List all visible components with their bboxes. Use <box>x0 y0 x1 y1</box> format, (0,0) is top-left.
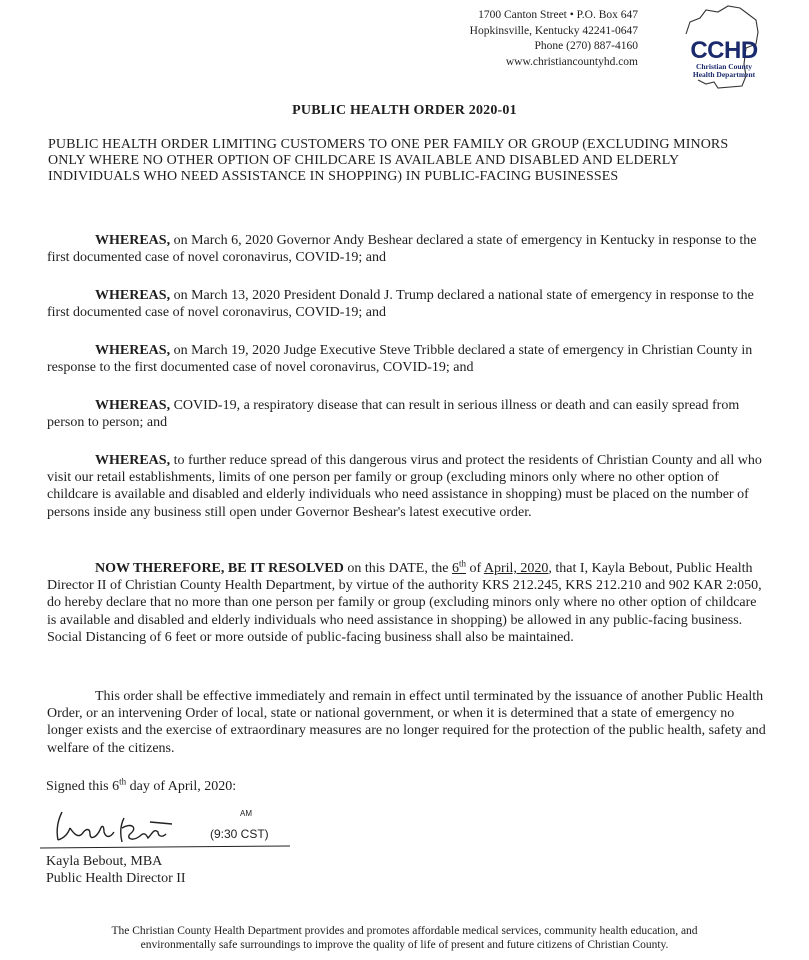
time-am-note: AM <box>240 809 252 818</box>
signatory-block <box>46 853 186 887</box>
resolved-of: of <box>465 561 484 576</box>
handwritten-signature <box>40 798 300 858</box>
resolved-date: April, 2020 <box>483 561 549 576</box>
address-line-1: 1700 Canton Street • P.O. Box 647 <box>478 9 638 21</box>
time-note: (9:30 CST) <box>210 827 269 841</box>
cchd-logo <box>676 4 766 90</box>
logo-line-1: Christian County <box>695 62 753 71</box>
logo-abbr: CCHD <box>690 37 758 64</box>
whereas-text: on March 13, 2020 President Donald J. Trump declared a national state of emergency in response to the first documented case of novel coronavirus, COVID-19; and <box>47 288 754 321</box>
letterhead-address <box>430 8 638 70</box>
footer-line-1: The Christian County Health Department provides and promotes affordable medical services, community health education, and <box>111 925 698 937</box>
order-subject: PUBLIC HEALTH ORDER LIMITING CUSTOMERS TO ONE PER FAMILY OR GROUP (EXCLUDING MINORS ONLY WHERE NO OTHER OPTION OF CHILDCARE IS AVAILABLE AND DISABLED AND ELDERLY INDIVIDUALS WHO NEED ASSISTANCE IN SHOPPING) IN PUBLIC-FACING BUSINESSES <box>48 137 729 185</box>
whereas-lead: WHEREAS, <box>95 233 171 248</box>
whereas-paragraph <box>47 452 769 521</box>
signed-day: 6 <box>112 779 120 794</box>
whereas-lead: WHEREAS, <box>95 343 171 358</box>
signatory-role: Public Health Director II <box>46 871 186 886</box>
whereas-text: on March 6, 2020 Governor Andy Beshear declared a state of emergency in Kentucky in response to the first documented case of novel coronavirus, COVID-19; and <box>47 233 757 266</box>
logo-subtitle <box>688 63 760 79</box>
effective-paragraph <box>47 688 769 757</box>
resolved-pre: on this DATE, the <box>343 561 452 576</box>
resolved-lead: NOW THEREFORE, BE IT RESOLVED <box>95 561 344 576</box>
website: www.christiancountyhd.com <box>505 55 638 68</box>
whereas-paragraph <box>47 397 769 431</box>
signed-suffix: th <box>119 776 127 787</box>
address-line-2: Hopkinsville, Kentucky 42241-0647 <box>469 24 638 37</box>
signatory-name: Kayla Bebout, MBA <box>46 854 163 869</box>
whereas-text: to further reduce spread of this dangerous virus and protect the residents of Christian County and all who visit our retail establishments, limits of one person per family or group (excluding minors only where no other option of childcare is available and disabled and elderly individuals who need assistance in shopping) must be placed on the number of persons inside any business still open under Governor Beshear's latest executive order. <box>47 453 762 520</box>
resolved-paragraph <box>47 560 769 646</box>
whereas-text: on March 19, 2020 Judge Executive Steve Tribble declared a state of emergency in Christian County in response to the first documented case of novel coronavirus, COVID-19; and <box>47 343 753 376</box>
resolved-day-number: 6 <box>451 561 459 576</box>
resolved-day-suffix: th <box>458 558 466 569</box>
signed-line <box>46 776 237 795</box>
whereas-lead: WHEREAS, <box>95 288 171 303</box>
footer-line-2: environmentally safe surroundings to improve the quality of life of present and future citizens of Christian County. <box>140 939 669 951</box>
logo-line-2: Health Department <box>692 70 756 79</box>
whereas-text: COVID-19, a respiratory disease that can result in serious illness or death and can easily spread from person to person; and <box>47 398 740 431</box>
whereas-lead: WHEREAS, <box>95 453 171 468</box>
whereas-paragraph <box>47 342 769 376</box>
footer-mission-statement <box>0 924 809 952</box>
signed-pre: Signed this <box>46 779 113 794</box>
whereas-paragraph <box>47 287 769 321</box>
phone-number: Phone (270) 887-4160 <box>534 40 638 52</box>
resolved-text: , that I, Kayla Bebout, Public Health Director II of Christian County Health Department, by virtue of the authority KRS 212.245, KRS 212.210 and 902 KAR 2:050, do hereby declare that no more than one person per family or group (excluding minors only where no other option of childcare is available and disabled and elderly individuals who need assistance in shopping) be allowed in any public-facing business. Social Distancing of 6 feet or more outside of public-facing business shall also be maintained. <box>47 561 762 645</box>
signed-post: day of April, 2020: <box>126 779 237 794</box>
whereas-lead: WHEREAS, <box>95 398 171 413</box>
whereas-paragraph <box>47 232 769 266</box>
resolved-day <box>451 558 466 576</box>
effective-text: This order shall be effective immediately and remain in effect until terminated by the issuance of another Public Health Order, or an intervening Order of local, state or national government, or when it is determined that a state of emergency no longer exists and the exercise of extraordinary measures are no longer required for the protection of the public health, safety and welfare of the citizens. <box>47 689 766 756</box>
order-title: PUBLIC HEALTH ORDER 2020-01 <box>292 103 517 118</box>
